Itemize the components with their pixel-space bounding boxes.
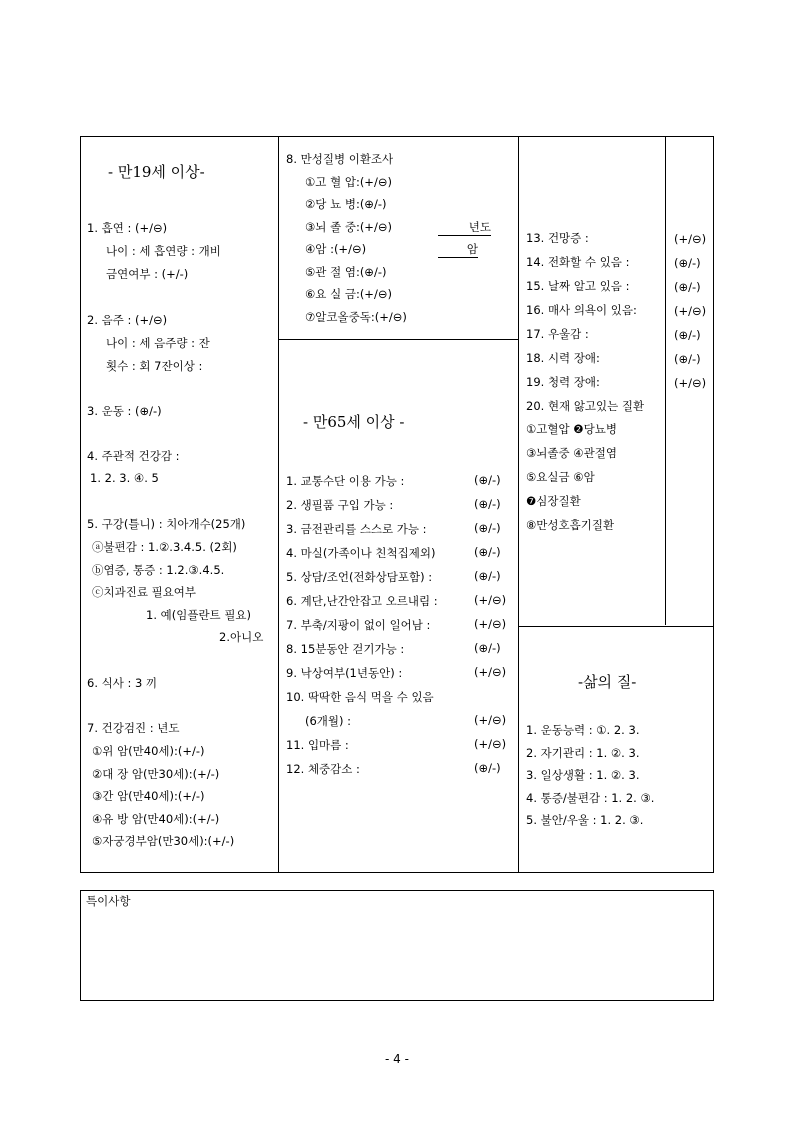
list-item: 20. 현재 앓고있는 질환 [526,399,645,413]
list-item: ⑧만성호흡기질환 [526,518,615,532]
list-item: 1. 예(임플란트 필요) [146,608,252,622]
list-item: ③뇌 졸 중:(+/⊖) [305,220,392,234]
list-item: ③간 암(만40세):(+/-) [92,789,205,803]
list-item: 11. 입마름 : [286,738,349,752]
list-item: ②대 장 암(만30세):(+/-) [92,767,220,781]
answer-value: (⊕/-) [474,497,501,511]
list-item: 2. 음주 : (+/⊖) [87,313,168,327]
answer-value: (⊕/-) [474,761,501,775]
list-item: 횟수 : 회 7잔이상 : [106,359,203,373]
section-title-age65: - 만65세 이상 - [303,413,405,431]
list-item: 8. 15분동안 걷기가능 : [286,642,405,656]
list-item: ⑦알코올중독:(+/⊖) [305,310,407,324]
answer-value: (⊕/-) [674,280,701,294]
answer-value: (⊕/-) [474,569,501,583]
column-divider [278,137,279,872]
list-item: 12. 체중감소 : [286,762,360,776]
list-item: ④유 방 암(만40세):(+/-) [92,812,220,826]
row-divider [278,339,518,340]
answer-value: (+/⊖) [674,304,707,318]
row-divider [518,626,714,627]
answer-value: (+/⊖) [674,376,707,390]
list-item: 4. 주관적 건강감 : [87,449,180,463]
answer-value: (+/⊖) [474,617,507,631]
list-item: 나이 : 세 음주량 : 잔 [106,336,210,350]
list-item: 4. 마실(가족이나 친척집제외) [286,546,436,560]
list-item: ①고혈압 ❷당뇨병 [526,422,617,436]
cancer-blank: 암 [438,241,478,258]
answer-value: (⊕/-) [474,521,501,535]
list-item: ②당 뇨 병:(⊕/-) [305,197,387,211]
list-item: 18. 시력 장애: [526,351,600,365]
list-item: 16. 매사 의욕이 있음: [526,303,637,317]
notes-box [80,890,714,1001]
list-item: (6개월) : [305,714,352,728]
answer-value: (+/⊖) [474,665,507,679]
answer-value: (⊕/-) [674,328,701,342]
list-item: 13. 건망증 : [526,231,589,245]
list-item: 7. 건강검진 : 년도 [87,721,180,735]
list-item: 3. 일상생활 : 1. ②. 3. [526,768,640,782]
answer-value: (⊕/-) [674,352,701,366]
list-item: 금연여부 : (+/-) [106,267,189,281]
answer-value: (⊕/-) [674,256,701,270]
list-item: 1. 운동능력 : ①. 2. 3. [526,723,640,737]
list-item: ⑥요 실 금:(+/⊖) [305,287,392,301]
list-item: ⓒ치과진료 필요여부 [92,585,197,599]
notes-label: 특이사항 [86,894,131,908]
list-item: ③뇌졸중 ④관절염 [526,446,617,460]
list-item: ①위 암(만40세):(+/-) [92,744,205,758]
list-item: ⑤자궁경부암(만30세):(+/-) [92,834,235,848]
list-item: ❼심장질환 [526,494,581,508]
answer-value: (⊕/-) [474,545,501,559]
list-item: ④암 :(+/⊖) [305,242,367,256]
list-item: 5. 상담/조언(전화상담포함) : [286,570,433,584]
section-title-quality-of-life: -삶의 질- [578,673,637,691]
page-number: - 4 - [385,1052,409,1066]
year-blank: 년도 [438,219,491,236]
answer-value: (+/⊖) [474,713,507,727]
list-item: ⑤관 절 염:(⊕/-) [305,265,387,279]
list-item: 15. 날짜 알고 있음 : [526,279,630,293]
column-divider [665,137,666,625]
answer-value: (⊕/-) [474,641,501,655]
list-item: 3. 금전관리를 스스로 가능 : [286,522,427,536]
list-item: 9. 낙상여부(1년동안) : [286,666,403,680]
list-item: 10. 딱딱한 음식 먹을 수 있음 [286,690,434,704]
answer-value: (+/⊖) [674,232,707,246]
list-item: 2. 자기관리 : 1. ②. 3. [526,746,640,760]
answer-value: (⊕/-) [474,473,501,487]
list-item: ⑤요실금 ⑥암 [526,470,595,484]
list-item: 1. 교통수단 이용 가능 : [286,474,405,488]
list-item: 4. 통증/불편감 : 1. 2. ③. [526,791,655,805]
list-item: 2. 생필품 구입 가능 : [286,498,394,512]
list-item: 나이 : 세 흡연량 : 개비 [106,244,221,258]
answer-value: (+/⊖) [474,737,507,751]
answer-value: (+/⊖) [474,593,507,607]
list-item: 17. 우울감 : [526,327,589,341]
list-item: 5. 구강(틀니) : 치아개수(25개) [87,517,246,531]
list-item: 1. 2. 3. ④. 5 [90,471,159,485]
list-item: 3. 운동 : (⊕/-) [87,404,162,418]
list-item: ⓑ염증, 통증 : 1.2.③.4.5. [92,563,225,577]
section-title-age19: - 만19세 이상- [108,163,205,181]
list-item: 6. 식사 : 3 끼 [87,676,158,690]
list-item: ⓐ불편감 : 1.②.3.4.5. (2회) [92,540,237,554]
column-divider [518,137,519,872]
chronic-disease-title: 8. 만성질병 이환조사 [286,152,394,166]
list-item: 7. 부축/지팡이 없이 일어남 : [286,618,431,632]
list-item: 6. 계단,난간안잡고 오르내림 : [286,594,438,608]
list-item: ①고 혈 압:(+/⊖) [305,175,392,189]
list-item: 5. 불안/우울 : 1. 2. ③. [526,813,644,827]
list-item: 2.아니오 [219,630,264,644]
list-item: 19. 청력 장애: [526,375,600,389]
list-item: 14. 전화할 수 있음 : [526,255,630,269]
list-item: 1. 흡연 : (+/⊖) [87,221,168,235]
